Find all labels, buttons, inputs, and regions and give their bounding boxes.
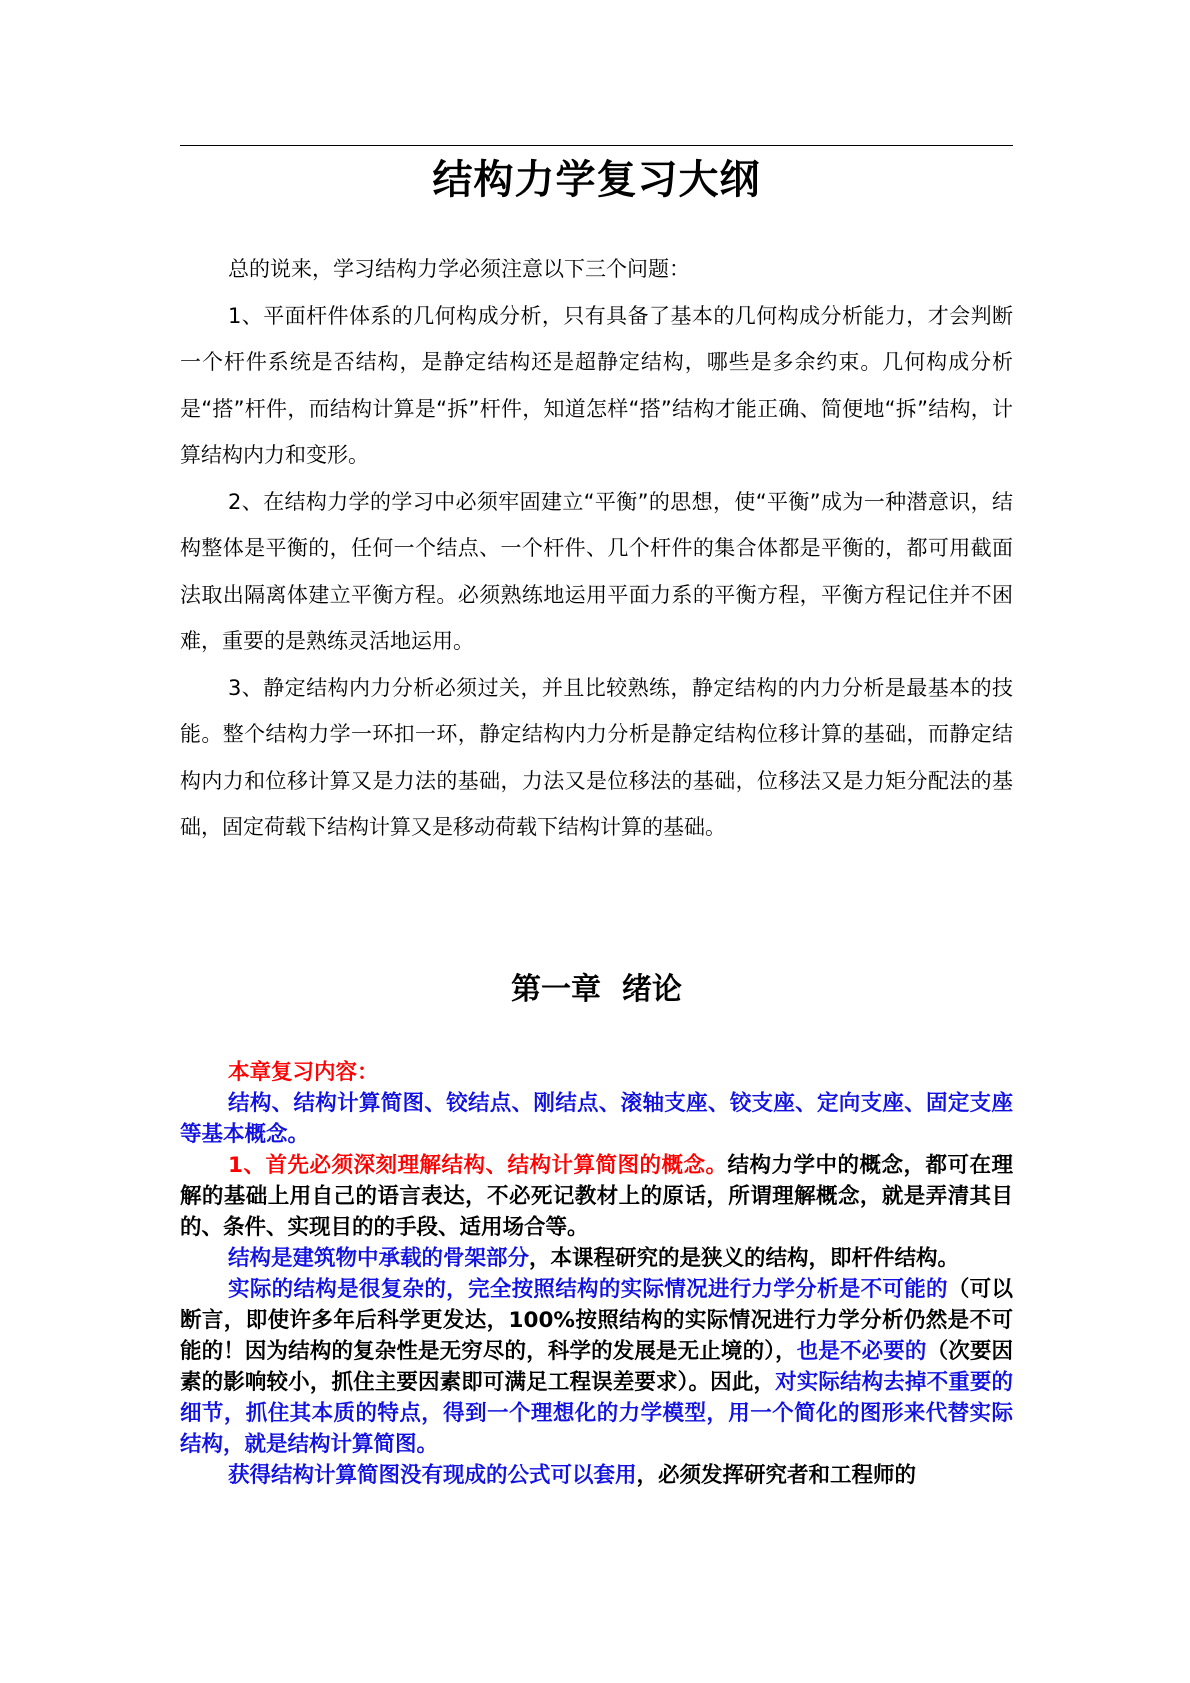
header-rule [180,145,1013,146]
intro-point-3 [180,665,1013,851]
review-concepts: 结构、结构计算简图、铰结点、刚结点、滚轴支座、铰支座、定向支座、固定支座等基本概念。 [180,1091,1013,1147]
intro-point-1 [180,293,1013,479]
review-paragraph-2 [180,1243,1013,1274]
body-text: ，必须发挥研究者和工程师的 [636,1463,917,1488]
emphasis-blue: 实际的结构是很复杂的，完全按照结构的实际情况进行力学分析是不可能的 [228,1277,948,1302]
emphasis-blue: 获得结构计算简图没有现成的公式可以套用 [228,1463,637,1488]
point-number: 1 [228,303,242,328]
chapter-heading: 第一章 绪论 [511,972,682,1007]
point-text: 、平面杆件体系的几何构成分析，只有具备了基本的几何构成分析能力，才会判断一个杆件系统是否结构，是静定结构还是超静定结构，哪些是多余约束。几何构成分析是“搭”杆件，而结构计算是“拆”杆件，知道怎样“搭”结构才能正确、简便地“拆”结构，计算结构内力和变形。 [180,303,1013,467]
point-number: 3 [228,675,242,700]
emphasis-blue: 结构是建筑物中承载的骨架部分 [228,1246,530,1271]
body-text: （可以断言，即使许多年后科学更发达，100%按照结构的实际情况进行力学分析仍然是不可能的！因为结构的复杂性是无穷尽的，科学的发展是无止境的）， [180,1277,1013,1364]
review-paragraph-3 [180,1274,1013,1460]
intro-section [180,246,1013,851]
body-text: 结构力学中的概念，都可在理解的基础上用自己的语言表达，不必死记教材上的原话，所谓理解概念，就是弄清其目的、条件、实现目的的手段、适用场合等。 [180,1153,1013,1240]
point-text: 、在结构力学的学习中必须牢固建立“平衡”的思想，使“平衡”成为一种潜意识，结构整体是平衡的，任何一个结点、一个杆件、几个杆件的集合体都是平衡的，都可用截面法取出隔离体建立平衡方程。必须熟练地运用平面力系的平衡方程，平衡方程记住并不困难，重要的是熟练灵活地运用。 [180,489,1013,653]
document-title: 结构力学复习大纲 [432,157,761,203]
intro-point-2 [180,479,1013,665]
emphasis-red: 1、首先必须深刻理解结构、结构计算简图的概念。 [228,1153,728,1178]
body-text: ，本课程研究的是狭义的结构，即杆件结构。 [529,1246,960,1271]
intro-lead: 总的说来，学习结构力学必须注意以下三个问题： [228,257,690,281]
review-label: 本章复习内容： [228,1060,379,1085]
point-number: 2 [228,489,242,514]
point-text: 、静定结构内力分析必须过关，并且比较熟练，静定结构的内力分析是最基本的技能。整个结构力学一环扣一环，静定结构内力分析是静定结构位移计算的基础，而静定结构内力和位移计算又是力法的基础，力法又是位移法的基础，位移法又是力矩分配法的基础，固定荷载下结构计算又是移动荷载下结构计算的基础。 [180,675,1013,839]
body-text: （次要因素的影响较小，抓住主要因素即可满足工程误差要求）。因此， [180,1339,1013,1395]
review-paragraph-1 [180,1150,1013,1243]
emphasis-blue: 对实际结构去掉不重要的细节，抓住其本质的特点，得到一个理想化的力学模型，用一个简化的图形来代替实际结构，就是结构计算简图。 [180,1370,1013,1457]
review-paragraph-4 [180,1460,1013,1491]
chapter-review-section [180,1057,1013,1491]
emphasis-blue: 也是不必要的 [796,1339,927,1364]
